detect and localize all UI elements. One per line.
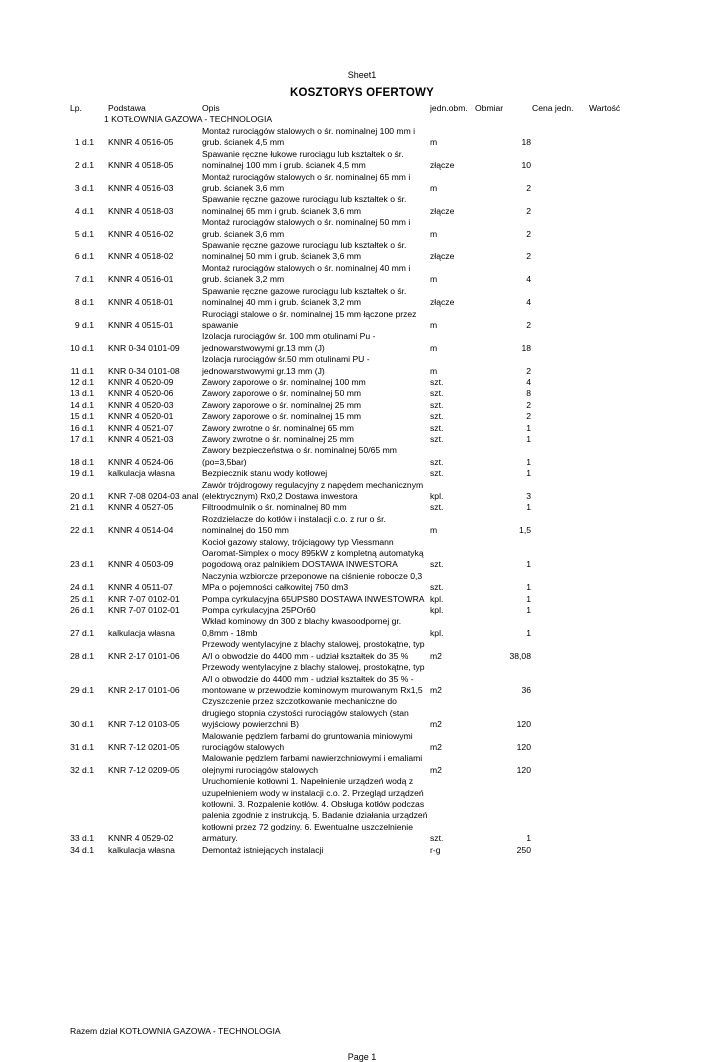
row-opis: Zawory zwrotne o śr. nominalnej 25 mm (202, 433, 354, 444)
row-podstawa: KNNR 4 0515-01 (108, 319, 174, 330)
row-jedn: złącze (430, 160, 455, 171)
row-lp: 6 d.1 (74, 251, 94, 262)
row-lp: 27 d.1 (70, 627, 94, 638)
table-row (0, 217, 724, 240)
row-obmiar: 4 (526, 376, 531, 387)
table-row (0, 423, 724, 434)
table-row (0, 149, 724, 172)
table-row (0, 354, 724, 377)
row-obmiar: 2 (526, 183, 531, 194)
row-lp: 5 d.1 (74, 228, 94, 239)
row-obmiar: 2 (526, 251, 531, 262)
row-opis: Spawanie ręczne gazowe rurociągu lub kształtek o śr. nominalnej 65 mm i grub. ścianek 3,6 mm (202, 194, 407, 216)
row-opis: Zawór trójdrogowy regulacyjny z napędem mechanicznym (elektrycznym) Rx0,2 Dostawa inwestora (202, 479, 424, 501)
row-obmiar: 2 (526, 411, 531, 422)
section-title: 1 KOTŁOWNIA GAZOWA - TECHNOLOGIA (104, 114, 273, 124)
page-number: Page 1 (347, 1052, 377, 1062)
table-row (0, 514, 724, 537)
table-row (0, 480, 724, 503)
row-jedn: szt. (430, 456, 444, 467)
row-opis: Montaż rurociągów stalowych o śr. nominalnej 65 mm i grub. ścianek 3,6 mm (202, 171, 411, 194)
table-row (0, 571, 724, 594)
row-podstawa: KNNR 4 0516-05 (108, 137, 174, 148)
row-opis: Demontaż istniejących instalacji (202, 844, 324, 855)
row-lp: 1 d.1 (74, 137, 94, 148)
row-opis: Izolacja rurociągów śr.50 mm otulinami PU - jednowarstwowymi gr.13 mm (J) (202, 354, 370, 376)
row-lp: 10 d.1 (70, 342, 94, 353)
row-podstawa: KNNR 4 0516-03 (108, 183, 174, 194)
row-jedn: szt. (430, 399, 444, 410)
row-podstawa: KNR 7-12 0209-05 (108, 764, 180, 775)
row-jedn: złącze (430, 251, 455, 262)
row-podstawa: KNNR 4 0516-01 (108, 274, 174, 285)
row-opis: Spawanie ręczne łukowe rurociągu lub kształtek o śr. nominalnej 100 mm i grub. ścianek 4,5 mm (202, 148, 404, 171)
row-jedn: kpl. (430, 491, 444, 501)
header-obmiar: Obmiar (475, 103, 504, 113)
row-obmiar: 18 (521, 137, 531, 148)
row-jedn: szt. (430, 502, 444, 513)
table-row (0, 616, 724, 639)
row-obmiar: 3 (526, 491, 531, 501)
row-opis: Spawanie ręczne gazowe rurociągu lub kształtek o śr. nominalnej 40 mm i grub. ścianek 3,2 mm (202, 285, 407, 308)
row-podstawa: KNNR 4 0520-01 (108, 411, 174, 422)
row-lp: 16 d.1 (70, 422, 94, 433)
row-lp: 21 d.1 (70, 502, 94, 513)
row-jedn: szt. (430, 376, 444, 387)
row-lp: 34 d.1 (70, 844, 94, 855)
row-jedn: m (430, 525, 438, 536)
row-lp: 8 d.1 (74, 297, 94, 308)
row-lp: 23 d.1 (70, 559, 94, 570)
row-jedn: szt. (430, 582, 444, 593)
row-podstawa: KNR 2-17 0101-06 (108, 650, 180, 661)
row-lp: 14 d.1 (70, 399, 94, 410)
row-podstawa: KNNR 4 0516-02 (108, 228, 174, 239)
row-jedn: kpl. (430, 605, 444, 616)
row-lp: 26 d.1 (70, 605, 94, 616)
row-opis: Wkład kominowy dn 300 z blachy kwasoodpornej gr. 0,8mm - 18mb (202, 616, 402, 638)
row-opis: Przewody wentylacyjne z blachy stalowej, prostokątne, typ A/I o obwodzie do 4400 mm - udział kształtek do 35 % - montowane w przewodzie kominowym murowanym Rx1,5 (202, 662, 425, 695)
row-obmiar: 4 (526, 297, 531, 308)
row-podstawa: KNR 7-12 0103-05 (108, 719, 180, 730)
row-lp: 33 d.1 (70, 833, 94, 844)
row-podstawa: KNR 7-08 0204-03 anal (108, 491, 199, 501)
row-lp: 32 d.1 (70, 764, 94, 775)
row-lp: 25 d.1 (70, 593, 94, 604)
table-row (0, 605, 724, 616)
row-jedn: m (430, 365, 438, 376)
row-obmiar: 1 (526, 559, 531, 570)
row-obmiar: 250 (516, 844, 531, 855)
row-podstawa: KNR 0-34 0101-08 (108, 365, 180, 376)
table-row (0, 126, 724, 149)
row-obmiar: 1 (526, 593, 531, 604)
row-jedn: m (430, 137, 438, 148)
row-obmiar: 2 (526, 319, 531, 330)
row-lp: 24 d.1 (70, 582, 94, 593)
table-row (0, 468, 724, 479)
row-lp: 9 d.1 (74, 319, 94, 330)
row-jedn: m (430, 183, 438, 194)
row-podstawa: KNR 0-34 0101-09 (108, 342, 180, 353)
row-podstawa: KNNR 4 0520-06 (108, 388, 174, 399)
table-row (0, 537, 724, 571)
row-podstawa: KNR 7-12 0201-05 (108, 741, 180, 752)
table-row (0, 400, 724, 411)
row-jedn: szt. (430, 833, 444, 844)
row-lp: 17 d.1 (70, 433, 94, 444)
header-jedn: jedn.obm. (430, 103, 468, 113)
row-jedn: m (430, 228, 438, 239)
row-lp: 31 d.1 (70, 741, 94, 752)
row-podstawa: KNNR 4 0503-09 (108, 559, 174, 570)
row-podstawa: KNNR 4 0529-02 (108, 833, 174, 844)
row-opis: Izolacja rurociągów śr. 100 mm otulinami Pu - jednowarstwowymi gr.13 mm (J) (202, 331, 376, 353)
row-opis: Zawory zaporowe o śr. nominalnej 50 mm (202, 388, 362, 399)
row-jedn: m2 (430, 764, 442, 775)
row-obmiar: 1 (526, 627, 531, 638)
row-obmiar: 8 (526, 388, 531, 399)
row-obmiar: 2 (526, 365, 531, 376)
row-jedn: m2 (430, 684, 442, 695)
row-lp: 18 d.1 (70, 456, 94, 467)
table-row (0, 845, 724, 856)
row-obmiar: 18 (521, 342, 531, 353)
row-podstawa: KNNR 4 0511-07 (108, 582, 173, 593)
row-jedn: m (430, 319, 438, 330)
table-row (0, 411, 724, 422)
row-podstawa: KNR 7-07 0102-01 (108, 593, 180, 604)
table-row (0, 309, 724, 332)
row-jedn: szt. (430, 468, 444, 479)
table-row (0, 263, 724, 286)
row-opis: Zawory zwrotne o śr. nominalnej 65 mm (202, 422, 354, 433)
row-opis: Montaż rurociągów stalowych o śr. nominalnej 40 mm i grub. ścianek 3,2 mm (202, 262, 411, 285)
row-jedn: m2 (430, 650, 442, 661)
row-obmiar: 120 (516, 741, 531, 752)
row-obmiar: 2 (526, 228, 531, 239)
row-lp: 7 d.1 (74, 274, 94, 285)
row-obmiar: 1 (526, 456, 531, 467)
row-opis: Spawanie ręczne gazowe rurociągu lub kształtek o śr. nominalnej 50 mm i grub. ścianek 3,6 mm (202, 240, 407, 262)
row-obmiar: 1 (526, 433, 531, 444)
row-jedn: m (430, 342, 438, 353)
table-row (0, 502, 724, 513)
header-podstawa: Podstawa (108, 103, 146, 113)
row-podstawa: KNNR 4 0521-03 (108, 433, 174, 444)
row-lp: 20 d.1 (70, 491, 94, 501)
row-opis: Uruchomienie kotłowni 1. Napełnienie urządzeń wodą z uzupełnieniem wody w instalacji c.o. 2. Przegląd urządzeń kotłowni. 3. Rozpalenie kotłów. 4. Obsługa kotłów podczas palenia zgodnie z instrukcją. 5. Badanie działania urządzeń kotłowni przez 72 godziny. 6. Ewentualne uszczelnienie armatury. (202, 776, 428, 844)
sheet-name: Sheet1 (347, 70, 377, 80)
row-obmiar: 1 (526, 582, 531, 593)
section-total-label: Razem dział KOTŁOWNIA GAZOWA - TECHNOLOGIA (70, 1026, 281, 1036)
document-title: KOSZTORYS OFERTOWY (290, 87, 434, 99)
table-row (0, 639, 724, 662)
table-row (0, 286, 724, 309)
table-row (0, 377, 724, 388)
row-opis: Montaż rurociągów stalowych o śr. nominalnej 50 mm i grub. ścianek 3,6 mm (202, 217, 411, 239)
table-row (0, 434, 724, 445)
row-podstawa: KNNR 4 0527-05 (108, 502, 174, 513)
row-podstawa: KNNR 4 0524-06 (108, 456, 174, 467)
row-opis: Filtroodmulnik o śr. nominalnej 80 mm (202, 502, 347, 513)
row-jedn: złącze (430, 297, 455, 308)
row-obmiar: 36 (521, 684, 531, 695)
row-lp: 30 d.1 (70, 719, 94, 730)
row-jedn: m2 (430, 741, 442, 752)
row-lp: 11 d.1 (70, 365, 94, 376)
row-podstawa: kalkulacja własna (108, 627, 175, 638)
row-podstawa: KNNR 4 0514-04 (108, 525, 174, 536)
table-row (0, 194, 724, 217)
row-opis: Montaż rurociągów stalowych o śr. nominalnej 100 mm i grub. ścianek 4,5 mm (202, 126, 416, 148)
row-obmiar: 1 (526, 502, 531, 513)
table-row (0, 753, 724, 776)
row-opis: Zawory zaporowe o śr. nominalnej 25 mm (202, 399, 362, 410)
row-podstawa: KNR 2-17 0101-06 (108, 684, 180, 695)
table-row (0, 445, 724, 468)
row-jedn: szt. (430, 411, 444, 422)
row-opis: Naczynia wzbiorcze przeponowe na ciśnienie robocze 0,3 MPa o pojemności całkowitej 750 dm3 (202, 570, 423, 593)
header-opis: Opis (202, 103, 220, 113)
table-row (0, 240, 724, 263)
table-row (0, 331, 724, 354)
row-obmiar: 2 (526, 205, 531, 216)
row-podstawa: KNR 7-07 0102-01 (108, 605, 180, 616)
row-opis: Pompa cyrkulacyjna 65UPS80 DOSTAWA INWESTOWRA (202, 593, 425, 604)
row-jedn: szt. (430, 559, 444, 570)
row-lp: 3 d.1 (74, 183, 94, 194)
table-row (0, 662, 724, 696)
header-cena: Cena jedn. (532, 103, 574, 113)
row-lp: 2 d.1 (74, 160, 94, 171)
row-podstawa: kalkulacja własna (108, 844, 175, 855)
table-row (0, 594, 724, 605)
row-obmiar: 120 (516, 764, 531, 775)
row-obmiar: 120 (516, 719, 531, 730)
row-opis: Rozdzielacze do kotłów i instalacji c.o. z rur o śr. nominalnej do 150 mm (202, 513, 386, 536)
row-podstawa: KNNR 4 0518-02 (108, 251, 174, 262)
row-opis: Przewody wentylacyjne z blachy stalowej, prostokątne, typ A/I o obwodzie do 4400 mm - udział kształtek do 35 % (202, 639, 425, 661)
row-podstawa: KNNR 4 0520-09 (108, 376, 174, 387)
row-obmiar: 2 (526, 399, 531, 410)
row-obmiar: 10 (521, 160, 531, 171)
row-podstawa: KNNR 4 0518-03 (108, 205, 174, 216)
row-obmiar: 4 (526, 274, 531, 285)
table-row (0, 776, 724, 844)
row-jedn: złącze (430, 205, 455, 216)
table-row (0, 172, 724, 195)
row-lp: 13 d.1 (70, 388, 94, 399)
row-obmiar: 38,08 (509, 650, 531, 661)
row-opis: Bezpiecznik stanu wody kotłowej (202, 468, 328, 479)
row-jedn: kpl. (430, 627, 444, 638)
row-opis: Kocioł gazowy stalowy, trójciągowy typ Viessmann Oaromat-Simplex o mocy 895kW z kompletną automatyką pogodową oraz palnikiem DOSTAWA INWESTORA (202, 536, 424, 570)
row-obmiar: 1 (526, 422, 531, 433)
row-lp: 4 d.1 (74, 205, 94, 216)
row-jedn: m2 (430, 719, 442, 730)
row-lp: 19 d.1 (70, 468, 94, 479)
row-opis: Malowanie pędzlem farbami nawierzchniowymi i emaliami olejnymi rurociągów stalowych (202, 753, 423, 775)
row-podstawa: KNNR 4 0518-01 (108, 297, 174, 308)
row-obmiar: 1 (526, 605, 531, 616)
row-podstawa: KNNR 4 0521-07 (108, 422, 174, 433)
row-obmiar: 1 (526, 833, 531, 844)
table-row (0, 731, 724, 754)
row-obmiar: 1,5 (519, 525, 531, 536)
row-jedn: m (430, 274, 438, 285)
row-lp: 15 d.1 (70, 411, 94, 422)
row-jedn: szt. (430, 433, 444, 444)
row-jedn: szt. (430, 388, 444, 399)
row-opis: Zawory bezpieczeństwa o śr. nominalnej 50/65 mm (po=3,5bar) (202, 445, 397, 467)
row-jedn: szt. (430, 422, 444, 433)
row-jedn: r-g (430, 844, 441, 855)
row-opis: Zawory zaporowe o śr. nominalnej 100 mm (202, 376, 366, 387)
row-opis: Malowanie pędzlem farbami do gruntowania miniowymi rurociągów stalowych (202, 730, 413, 752)
row-podstawa: KNNR 4 0520-03 (108, 399, 174, 410)
row-podstawa: KNNR 4 0518-05 (108, 160, 174, 171)
row-lp: 12 d.1 (70, 376, 94, 387)
row-jedn: kpl. (430, 593, 444, 604)
row-lp: 28 d.1 (70, 650, 94, 661)
table-row (0, 388, 724, 399)
row-podstawa: kalkulacja własna (108, 468, 175, 479)
row-obmiar: 1 (526, 468, 531, 479)
row-opis: Pompa cyrkulacyjna 25POr60 (202, 605, 316, 616)
row-lp: 22 d.1 (70, 525, 94, 536)
row-opis: Zawory zaporowe o śr. nominalnej 15 mm (202, 411, 362, 422)
table-row (0, 696, 724, 730)
row-opis: Rurociągi stalowe o śr. nominalnej 15 mm łączone przez spawanie (202, 308, 417, 330)
header-wartosc: Wartość (589, 103, 621, 113)
row-lp: 29 d.1 (70, 684, 94, 695)
row-opis: Czyszczenie przez szczotkowanie mechaniczne do drugiego stopnia czystości rurociągów stalowych (stan wyjściowy powierzchni B) (202, 696, 409, 730)
cost-table-body (0, 126, 724, 856)
header-lp: Lp. (70, 103, 82, 113)
